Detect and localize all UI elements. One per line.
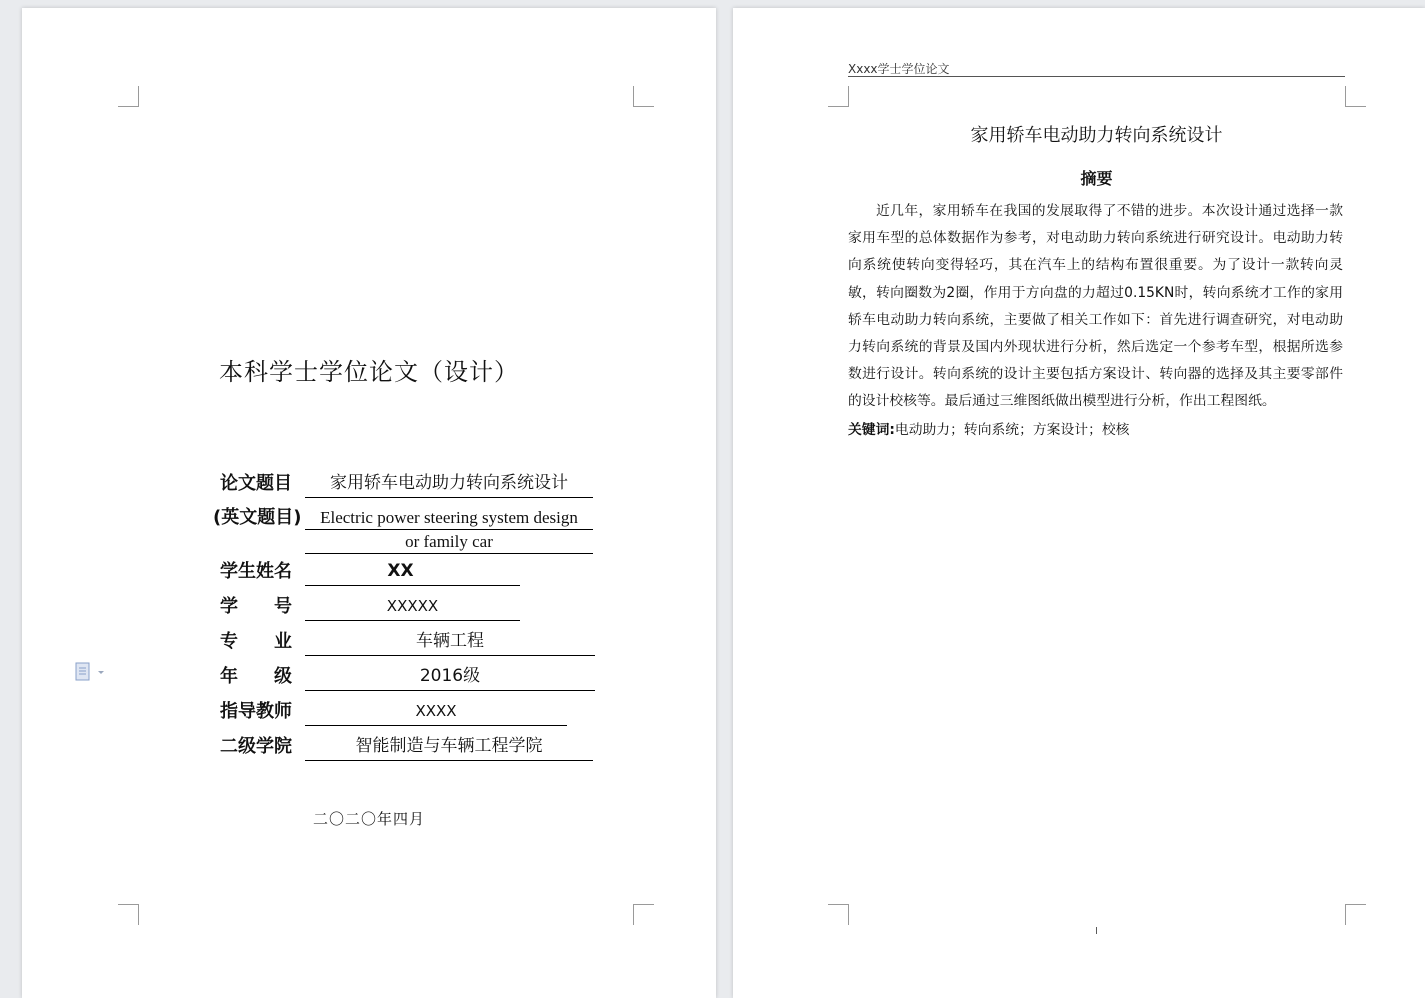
field-major	[22, 627, 716, 657]
field-value: XXXXX	[305, 592, 520, 621]
field-thesis-title	[22, 469, 716, 499]
field-value: XXXX	[305, 697, 567, 726]
field-student-id	[22, 592, 716, 622]
field-label: (英文题目)	[213, 507, 302, 528]
field-label: 论文题目	[220, 473, 292, 494]
field-english-title	[22, 503, 716, 553]
margin-corner-mark	[1345, 86, 1366, 107]
keywords-line	[848, 420, 1343, 440]
field-label: 指导教师	[220, 701, 292, 722]
field-value	[305, 557, 520, 586]
margin-corner-mark	[1345, 904, 1366, 925]
field-label: 专 业	[220, 631, 292, 652]
field-grade	[22, 662, 716, 692]
field-label: 学生姓名	[220, 561, 292, 582]
student-name-value: XX	[387, 561, 414, 581]
margin-corner-mark	[828, 86, 849, 107]
page-header: Xxxx学士学位论文	[848, 62, 1345, 77]
abstract-heading: 摘要	[1080, 169, 1113, 188]
abstract-body: 近几年，家用轿车在我国的发展取得了不错的进步。本次设计通过选择一款家用车型的总体数据作为参考，对电动助力转向系统进行研究设计。电动助力转向系统使转向变得轻巧，其在汽车上的结构布置很重要。为了设计一款转向灵敏，转向圈数为2圈，作用于方向盘的力超过0.15KN时，转向系统才工作的家用轿车电动助力转向系统，主要做了相关工作如下：首先进行调查研究，对电动助力转向系统的背景及国内外现状进行分析，然后选定一个参考车型，根据所选参数进行设计。转向系统的设计主要包括方案设计、转向器的选择及其主要零部件的设计校核等。最后通过三维图纸做出模型进行分析，作出工程图纸。	[848, 203, 1343, 410]
cover-date: 二〇二〇年四月	[312, 810, 425, 828]
margin-corner-mark	[118, 904, 139, 925]
page-number: I	[1095, 926, 1098, 937]
field-label: 二级学院	[220, 736, 292, 757]
document-options-icon[interactable]	[74, 662, 114, 682]
english-title-line-1: Electric power steering system design	[305, 506, 593, 530]
abstract-document-title: 家用轿车电动助力转向系统设计	[970, 125, 1223, 146]
field-advisor	[22, 697, 716, 727]
field-student-name	[22, 557, 716, 587]
field-value: 车辆工程	[305, 627, 595, 656]
field-value: 家用轿车电动助力转向系统设计	[305, 469, 593, 498]
margin-corner-mark	[633, 86, 654, 107]
margin-corner-mark	[828, 904, 849, 925]
cover-page	[22, 8, 716, 998]
english-title-line-2: or family car	[305, 530, 593, 554]
cover-title: 本科学士学位论文（设计）	[219, 358, 519, 386]
abstract-page	[733, 8, 1425, 998]
field-value: 智能制造与车辆工程学院	[305, 732, 593, 761]
field-label: 年 级	[220, 666, 292, 687]
keywords-value: 电动助力；转向系统；方案设计；校核	[894, 422, 1130, 438]
field-value: 2016级	[305, 662, 595, 691]
field-label: 学 号	[220, 596, 292, 617]
field-college	[22, 732, 716, 762]
field-value	[305, 506, 593, 554]
margin-corner-mark	[118, 86, 139, 107]
keywords-label: 关键词:	[848, 422, 895, 438]
margin-corner-mark	[633, 904, 654, 925]
